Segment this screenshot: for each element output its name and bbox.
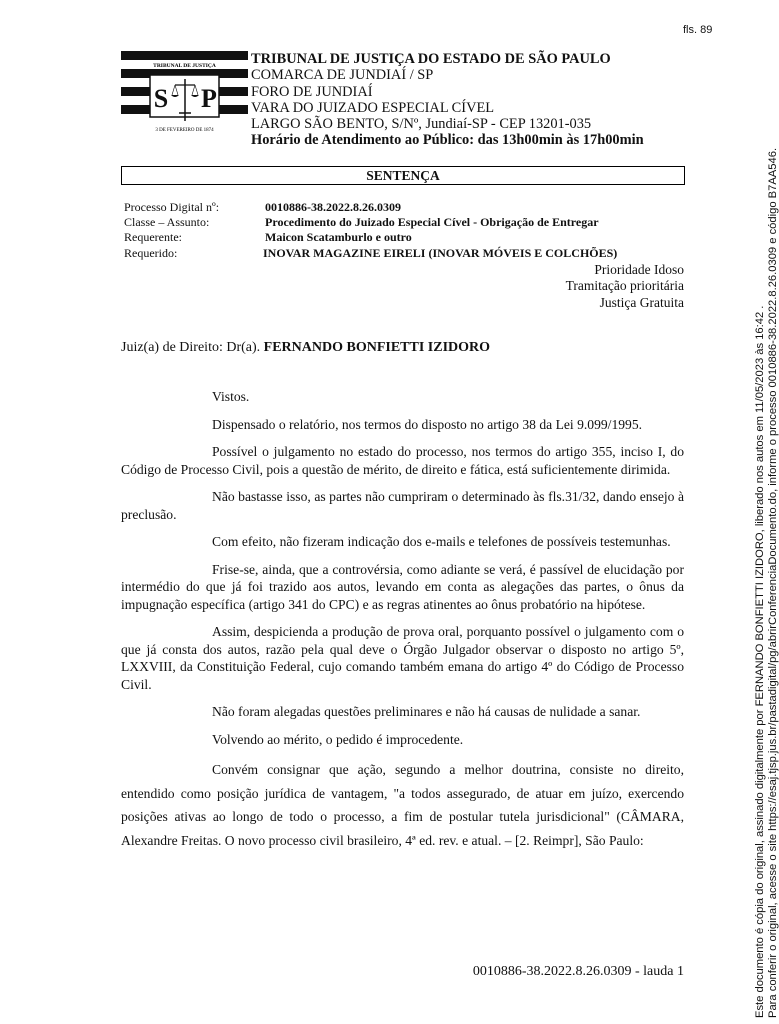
paragraph: Assim, despicienda a produção de prova oral, porquanto possível o julgamento com o que já consta dos autos, razão pela qual deve o Órgão Julgador observar o disposto no artigo 5º, LXXVIII, da Constituição Federal, cujo comando também emana do artigo 4º do Código de Processo Civil. xyxy=(121,624,684,692)
page-number: fls. 89 xyxy=(683,24,713,36)
meta-value: INOVAR MAGAZINE EIRELI (INOVAR MÓVEIS E COLCHÕES) xyxy=(263,245,618,260)
document-title: SENTENÇA xyxy=(121,166,685,185)
office-hours: Horário de Atendimento ao Público: das 13h00min às 17h00min xyxy=(251,132,644,149)
address: LARGO SÃO BENTO, S/Nº, Jundiaí-SP - CEP 13201-035 xyxy=(251,116,592,133)
paragraph: Vistos. xyxy=(212,389,250,404)
signature-line: Este documento é cópia do original, assinado digitalmente por FERNANDO BONFIETTI IZIDORO, liberado nos autos em 11/05/2023 às 16:42 . xyxy=(754,305,766,1018)
paragraph: Frise-se, ainda, que a controvérsia, como adiante se verá, é passível de elucidação por intermédio do que já foi trazido aos autos, levando em conta as alegações das partes, o ônus da impugnação específica (artigo 341 do CPC) e as regras atinentes ao ônus probatório na hipótese. xyxy=(121,561,684,612)
judge-prefix: Juiz(a) de Direito: Dr(a). xyxy=(121,340,261,355)
svg-text:3 DE FEVEREIRO DE 1874: 3 DE FEVEREIRO DE 1874 xyxy=(155,128,214,133)
court-name: TRIBUNAL DE JUSTIÇA DO ESTADO DE SÃO PAULO xyxy=(251,51,611,67)
court-header xyxy=(251,51,644,149)
svg-text:S: S xyxy=(153,84,169,113)
meta-value: Maicon Scatamburlo e outro xyxy=(265,230,412,245)
meta-row-plaintiff xyxy=(124,230,617,245)
paragraph: Com efeito, não fizeram indicação dos e-mails e telefones de possíveis testemunhas. xyxy=(212,534,671,549)
meta-label: Classe – Assunto: xyxy=(124,215,210,230)
paragraph: Não bastasse isso, as partes não cumpriram o determinado às fls.31/32, dando ensejo à preclusão. xyxy=(121,489,684,522)
flag-priority-processing: Tramitação prioritária xyxy=(565,278,684,294)
paragraph: Volvendo ao mérito, o pedido é improcedente. xyxy=(212,731,464,747)
flag-free-justice: Justiça Gratuita xyxy=(599,294,684,310)
priority-flags xyxy=(566,262,684,311)
svg-text:TRIBUNAL DE JUSTIÇA: TRIBUNAL DE JUSTIÇA xyxy=(153,63,216,69)
page-footer: 0010886-38.2022.8.26.0309 - lauda 1 xyxy=(472,964,684,979)
vara: VARA DO JUIZADO ESPECIAL CÍVEL xyxy=(251,99,495,116)
verification-line: Para conferir o original, acesse o site https://esaj.tjsp.jus.br/pastadigital/pg/abrirConferenciaDocumento.do, informe o processo 0010886-38.2022.8.26.0309 e código B7AA546. xyxy=(766,147,779,1018)
paragraph: Convém consignar que ação, segundo a melhor doutrina, consiste no direito, entendido como posição jurídica de vantagem, "a todos assegurado, de atuar em juízo, exercendo posições ativas ao longo de todo o processo, a fim de postular tutela jurisdicional" (CÂMARA, Alexandre Freitas. O novo processo civil brasileiro, 4ª ed. rev. e atual. – [2. Reimpr], São Paulo: xyxy=(121,762,684,848)
court-seal-logo xyxy=(121,47,248,135)
meta-label: Processo Digital nº: xyxy=(124,200,220,214)
meta-row-process xyxy=(124,200,617,215)
paragraph: Possível o julgamento no estado do processo, nos termos do artigo 355, inciso I, do Código de Processo Civil, pois a questão de mérito, de direito e fática, está suficientemente dirimida. xyxy=(121,444,684,477)
meta-label: Requerente: xyxy=(124,230,182,245)
foro: FORO DE JUNDIAÍ xyxy=(251,83,373,100)
svg-text:P: P xyxy=(201,84,217,113)
paragraph: Não foram alegadas questões preliminares e não há causas de nulidade a sanar. xyxy=(212,704,641,719)
paragraph: Dispensado o relatório, nos termos do disposto no artigo 38 da Lei 9.099/1995. xyxy=(212,416,643,432)
sentence-body xyxy=(121,388,684,862)
meta-label: Requerido: xyxy=(124,245,178,260)
meta-row-class xyxy=(124,215,617,230)
digital-signature-notice xyxy=(754,148,779,1018)
case-metadata xyxy=(124,200,617,261)
comarca: COMARCA DE JUNDIAÍ / SP xyxy=(251,67,434,84)
meta-value: Procedimento do Juizado Especial Cível - Obrigação de Entregar xyxy=(265,215,599,230)
judge-line xyxy=(121,340,490,356)
meta-value: 0010886-38.2022.8.26.0309 xyxy=(265,200,401,214)
meta-row-defendant xyxy=(124,246,617,261)
flag-priority-elderly: Prioridade Idoso xyxy=(594,262,684,277)
judge-name: FERNANDO BONFIETTI IZIDORO xyxy=(263,340,491,355)
